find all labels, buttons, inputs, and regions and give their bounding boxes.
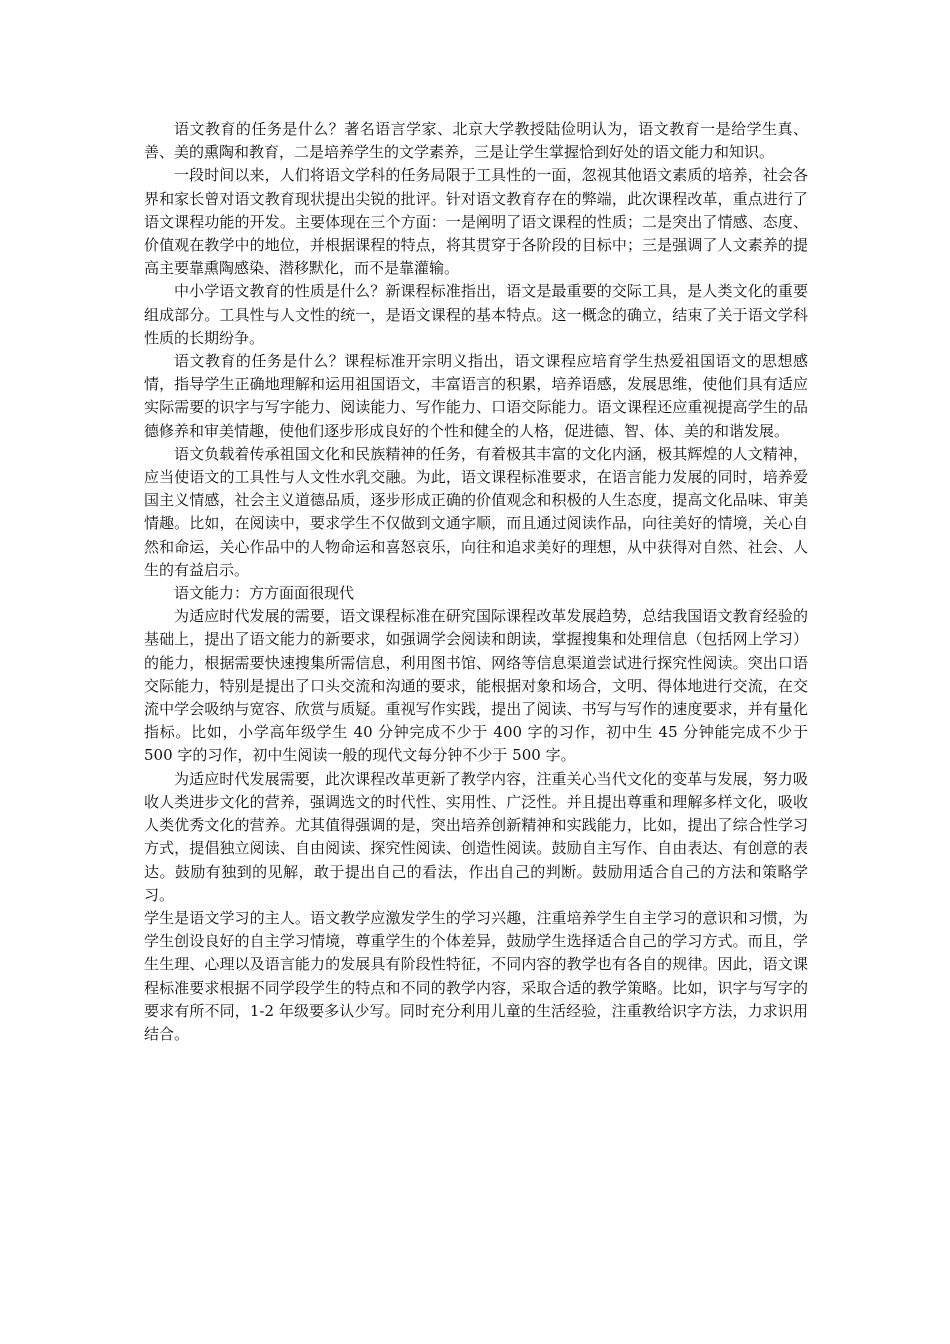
paragraph-task-of-chinese-education: 语文教育的任务是什么？著名语言学家、北京大学教授陆俭明认为，语文教育一是给学生真、善、美的熏陶和教育，二是培养学生的文学素养，三是让学生掌握恰到好处的语文能力和知识。 bbox=[144, 120, 808, 162]
document-body bbox=[144, 118, 808, 1046]
paragraph-nature-of-chinese: 中小学语文教育的性质是什么？新课程标准指出，语文是最重要的交际工具，是人类文化的重要组成部分。工具性与人文性的统一，是语文课程的基本特点。这一概念的确立，结束了关于语文学科性质的长期纷争。 bbox=[144, 282, 808, 347]
section-heading-language-ability: 语文能力：方方面面很现代 bbox=[174, 584, 355, 603]
paragraph-cultural-heritage: 语文负载着传承祖国文化和民族精神的任务，有着极其丰富的文化内涵，极其辉煌的人文精神，应当使语文的工具性与人文性水乳交融。为此，语文课程标准要求，在语言能力发展的同时，培养爱国主义情感，社会主义道德品质，逐步形成正确的价值观念和积极的人生态度，提高文化品味、审美情趣。比如，在阅读中，要求学生不仅做到文通字顺，而且通过阅读作品，向往美好的情境，关心自然和命运，关心作品中的人物命运和喜怒哀乐，向往和追求美好的理想，从中获得对自然、社会、人生的有益启示。 bbox=[144, 444, 808, 579]
paragraph-curriculum-standard-task: 语文教育的任务是什么？课程标准开宗明义指出，语文课程应培育学生热爱祖国语文的思想感情，指导学生正确地理解和运用祖国语文，丰富语言的积累，培养语感，发展思维，使他们具有适应实际需要的识字与写字能力、阅读能力、写作能力、口语交际能力。语文课程还应重视提高学生的品德修养和审美情趣，使他们逐步形成良好的个性和健全的人格，促进德、智、体、美的和谐发展。 bbox=[144, 352, 808, 440]
paragraph-language-ability-requirements: 为适应时代发展的需要，语文课程标准在研究国际课程改革发展趋势，总结我国语文教育经验的基础上，提出了语文能力的新要求，如强调学会阅读和朗读，掌握搜集和处理信息（包括网上学习）的能力，根据需要快速搜集所需信息，利用图书馆、网络等信息渠道尝试进行探究性阅读。突出口语交际能力，特别是提出了口头交流和沟通的要求，能根据对象和场合，文明、得体地进行交流，在交流中学会吸纳与宽容、欣赏与质疑。重视写作实践，提出了阅读、书写与写作的速度要求，并有量化指标。比如，小学高年级学生 40 分钟完成不少于 400 字的习作，初中生 45 分钟能完成不少于 500 字的习作，初中生阅读一般的现代文每分钟不少于 500 字。 bbox=[144, 607, 808, 765]
paragraph-curriculum-function: 一段时间以来，人们将语文学科的任务局限于工具性的一面，忽视其他语文素质的培养，社会各界和家长曾对语文教育现状提出尖锐的批评。针对语文教育存在的弊端，此次课程改革，重点进行了语文课程功能的开发。主要体现在三个方面：一是阐明了语文课程的性质；二是突出了情感、态度、价值观在教学中的地位，并根据课程的特点，将其贯穿于各阶段的目标中；三是强调了人文素养的提高主要靠熏陶感染、潜移默化，而不是靠灌输。 bbox=[144, 166, 808, 278]
paragraph-teaching-content-update: 为适应时代发展需要，此次课程改革更新了教学内容，注重关心当代文化的变革与发展，努力吸收人类进步文化的营养，强调选文的时代性、实用性、广泛性。并且提出尊重和理解多样文化，吸收人类优秀文化的营养。尤其值得强调的是，突出培养创新精神和实践能力，比如，提出了综合性学习方式，提倡独立阅读、自由阅读、探究性阅读、创造性阅读。鼓励自主写作、自由表达、有创意的表达。鼓励有独到的见解，敢于提出自己的看法，作出自己的判断。鼓励用适合自己的方法和策略学习。 bbox=[144, 769, 808, 904]
paragraph-student-centered-learning: 学生是语文学习的主人。语文教学应激发学生的学习兴趣，注重培养学生自主学习的意识和习惯，为学生创设良好的自主学习情境，尊重学生的个体差异，鼓励学生选择适合自己的学习方式。而且，学生生理、心理以及语言能力的发展具有阶段性特征，不同内容的教学也有各自的规律。因此，语文课程标准要求根据不同学段学生的特点和不同的教学内容，采取合适的教学策略。比如，识字与写字的要求有所不同，1-2 年级要多认少写。同时充分利用儿童的生活经验，注重教给识字方法，力求识用结合。 bbox=[144, 908, 808, 1043]
